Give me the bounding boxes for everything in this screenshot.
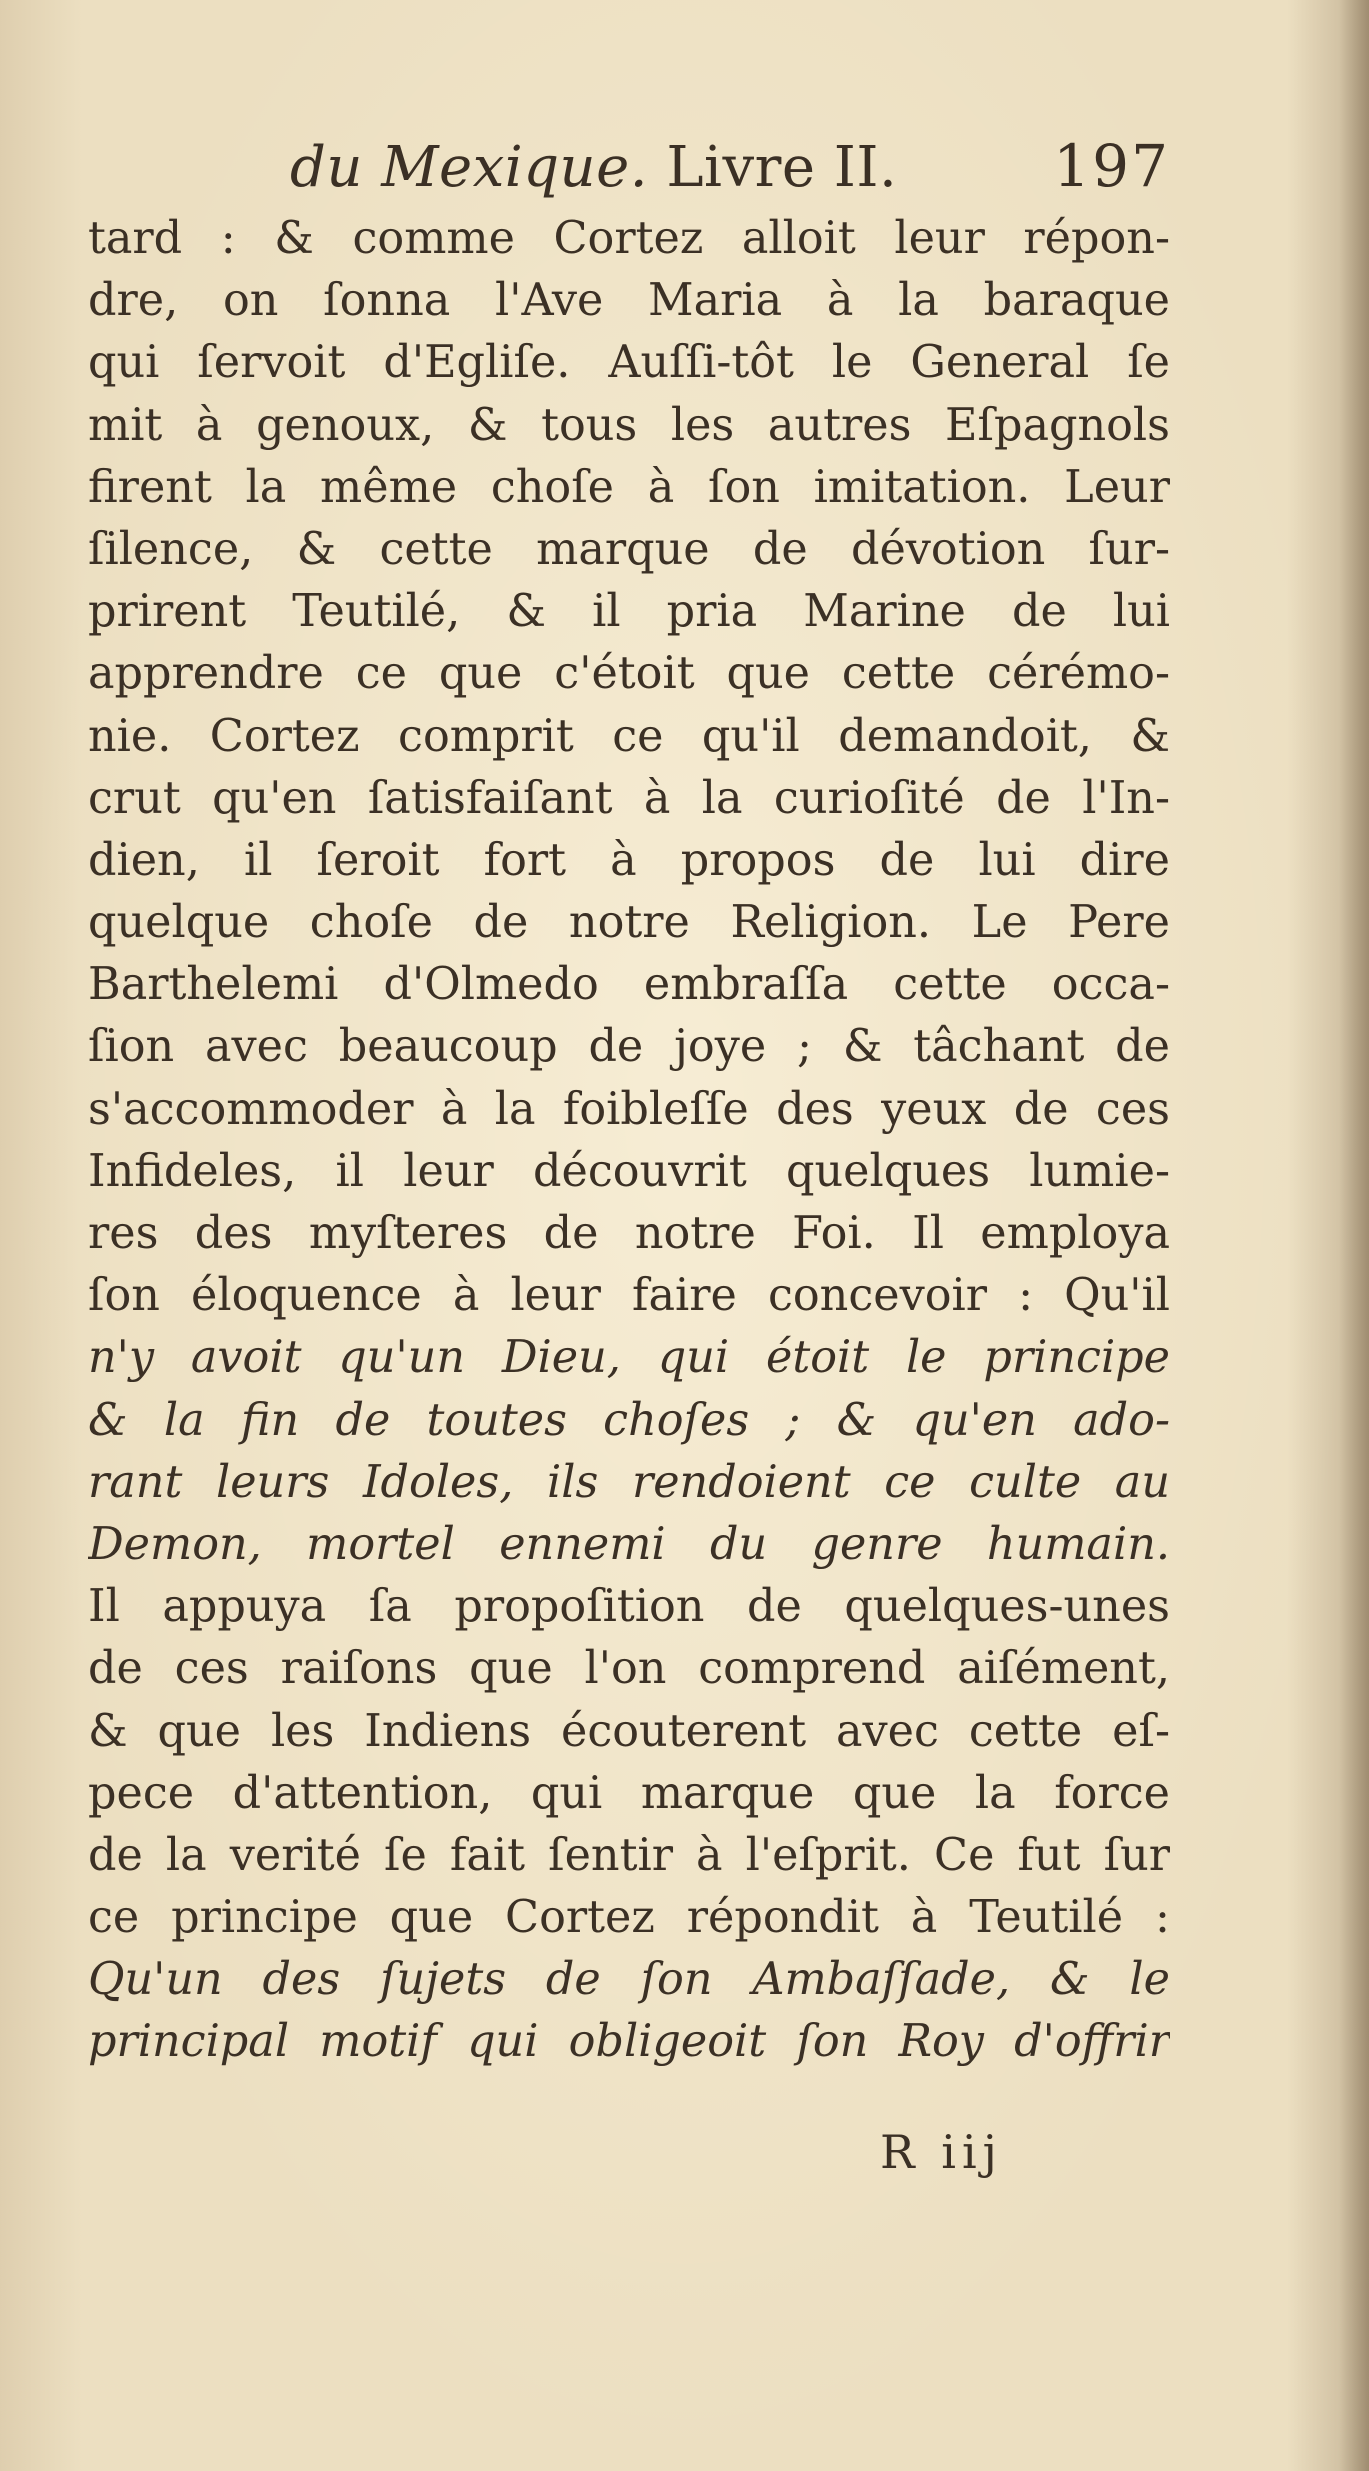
text-line: mit à genoux, & tous les autres Eſpagnols	[88, 399, 1170, 451]
text-line: pece d'attention, qui marque que la force	[88, 1767, 1170, 1819]
text-line-italic: & la fin de toutes choſes ; & qu'en ado-	[88, 1394, 1170, 1446]
text-line: ce principe que Cortez répondit à Teutilé :	[88, 1892, 1170, 1944]
text-line: firent la même choſe à ſon imitation. Leur	[88, 461, 1170, 513]
running-head	[290, 132, 1170, 202]
text-line-italic: Qu'un des ſujets de ſon Ambaſſade, & le	[88, 1954, 1170, 2006]
text-line: ſion avec beaucoup de joye ; & tâchant de	[88, 1021, 1170, 1073]
text-line: & que les Indiens écouterent avec cette eſ-	[88, 1705, 1170, 1757]
text-line: prirent Teutilé, & il pria Marine de lui	[88, 586, 1170, 638]
text-line-italic: rant leurs Idoles, ils rendoient ce culte au	[88, 1456, 1170, 1508]
text-line: de la verité ſe fait ſentir à l'eſprit. Ce fut ſur	[88, 1829, 1170, 1881]
text-line: Barthelemi d'Olmedo embraſſa cette occa-	[88, 959, 1170, 1011]
text-line: nie. Cortez comprit ce qu'il demandoit, &	[88, 710, 1170, 762]
text-line-italic: principal motif qui obligeoit ſon Roy d'offrir	[88, 2016, 1170, 2068]
text-line: crut qu'en ſatisfaiſant à la curioſité de l'In-	[88, 772, 1170, 824]
signature-mark: R iij	[880, 2125, 1003, 2179]
text-line: de ces raiſons que l'on comprend aiſément,	[88, 1643, 1170, 1695]
text-line: Il appuya ſa propoſition de quelques-unes	[88, 1581, 1170, 1633]
text-line: qui ſervoit d'Egliſe. Auſſi-tôt le General ſe	[88, 337, 1170, 389]
body-text	[88, 208, 1170, 2074]
text-line: dre, on ſonna l'Ave Maria à la baraque	[88, 275, 1170, 327]
text-line: tard : & comme Cortez alloit leur répon-	[88, 213, 1170, 264]
page-number: 197	[1053, 132, 1170, 200]
running-head-title: du Mexique. Livre II.	[290, 135, 898, 200]
text-line: res des myſteres de notre Foi. Il employa	[88, 1208, 1170, 1259]
text-line: ſilence, & cette marque de dévotion ſur-	[88, 523, 1170, 575]
text-line: ſon éloquence à leur faire concevoir : Qu'il	[88, 1270, 1170, 1322]
text-line: Infideles, il leur découvrit quelques lumie-	[88, 1145, 1170, 1197]
page-edge-shadow	[1339, 0, 1369, 2471]
text-line: s'accommoder à la foibleſſe des yeux de ces	[88, 1083, 1170, 1135]
text-line: quelque choſe de notre Religion. Le Pere	[88, 897, 1170, 949]
text-line-italic: Demon, mortel ennemi du genre humain.	[88, 1518, 1170, 1570]
text-line-italic: n'y avoit qu'un Dieu, qui étoit le principe	[88, 1332, 1170, 1384]
text-line: apprendre ce que c'étoit que cette cérémo-	[88, 648, 1170, 700]
text-line: dien, il ſeroit fort à propos de lui dire	[88, 834, 1170, 886]
